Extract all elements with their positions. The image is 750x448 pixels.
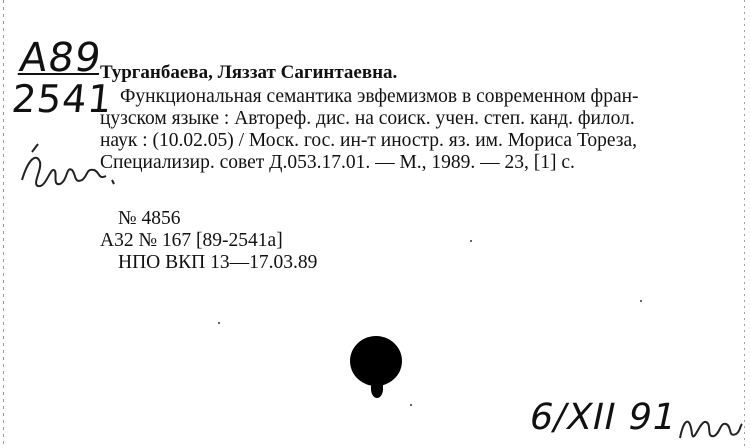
npo-line: НПО ВКП 13—17.03.89 <box>118 252 318 273</box>
speck <box>218 322 220 324</box>
handwritten-initials <box>676 408 746 446</box>
call-number-top: А89 <box>16 35 105 81</box>
call-number-bottom: 2541 <box>9 77 116 121</box>
speck <box>640 300 642 302</box>
speck <box>470 240 472 242</box>
title-line-3: наук : (10.02.05) / Моск. гос. ин-т иностр. яз. им. Мориса Тореза, <box>100 130 638 151</box>
left-edge-line <box>3 0 4 448</box>
title-line-4: Специализир. совет Д.053.17.01. — М., 1989. — 23, [1] с. <box>100 152 575 173</box>
a32-number: А32 № 167 [89-2541а] <box>100 230 283 251</box>
right-edge-line <box>744 0 745 448</box>
title-line-1: Функциональная семантика эвфемизмов в современном фран- <box>120 86 639 107</box>
handwritten-date: 6/XII 91 <box>525 397 681 438</box>
record-number: № 4856 <box>118 208 181 229</box>
speck <box>410 404 412 406</box>
library-stamp <box>350 336 402 386</box>
author-name: Турганбаева, Ляззат Сагинтаевна. <box>100 62 398 83</box>
library-stamp-tail <box>371 380 383 398</box>
title-line-2: цузском языке : Автореф. дис. на соиск. учен. степ. канд. филол. <box>100 108 635 129</box>
